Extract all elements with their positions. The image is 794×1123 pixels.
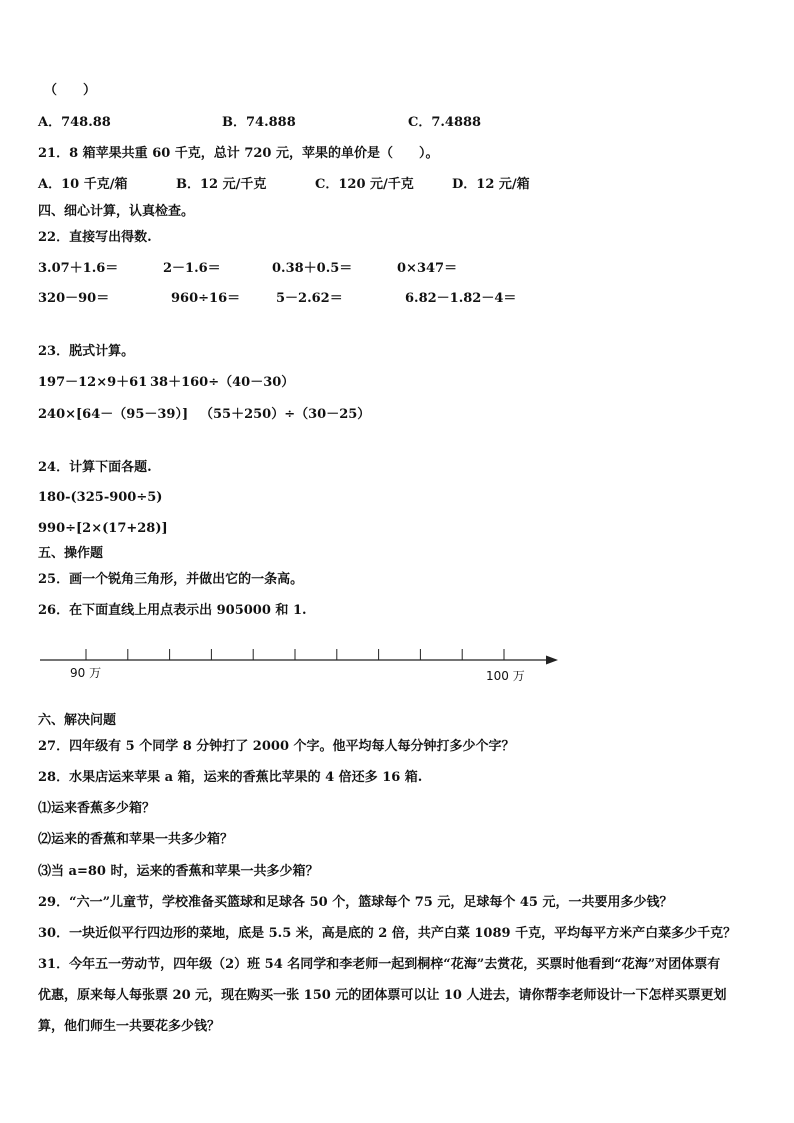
q22-item: 6.82－1.82－4＝ bbox=[405, 291, 517, 306]
q28-part-2: ⑵运来的香蕉和苹果一共多少箱？ bbox=[38, 832, 234, 847]
q24-question: 24．计算下面各题. bbox=[38, 460, 152, 475]
q30-question: 30．一块近似平行四边形的菜地，底是 5.5 米，高是底的 2 倍，共产白菜 1089 千克，平均每平方米产白菜多少千克？ bbox=[38, 926, 737, 941]
q21-option-c: C．120 元/千克 bbox=[315, 177, 414, 192]
q22-item: 320－90＝ bbox=[38, 291, 110, 306]
number-line bbox=[36, 640, 566, 694]
q23-item: 38＋160÷（40－30） bbox=[150, 375, 295, 390]
q21-question: 21．8 箱苹果共重 60 千克，总计 720 元，苹果的单价是（ ）。 bbox=[38, 146, 439, 161]
q27-question: 27．四年级有 5 个同学 8 分钟打了 2000 个字。他平均每人每分钟打多少个字？ bbox=[38, 739, 515, 754]
section-6-heading: 六、解决问题 bbox=[38, 713, 117, 728]
number-line-right-label: 100 万 bbox=[486, 669, 525, 683]
q26-question: 26．在下面直线上用点表示出 905000 和 1. bbox=[38, 603, 307, 618]
q20-option-c: C．7.4888 bbox=[408, 115, 482, 130]
q22-item: 3.07＋1.6＝ bbox=[38, 261, 119, 276]
q23-item: 240×[64－（95－39）] bbox=[38, 407, 189, 422]
q29-question: 29．“六一”儿童节，学校准备买篮球和足球各 50 个，篮球每个 75 元，足球每个 45 元，一共要用多少钱？ bbox=[38, 895, 673, 910]
q22-item: 2－1.6＝ bbox=[163, 261, 221, 276]
q22-item: 0.38＋0.5＝ bbox=[272, 261, 353, 276]
q28-part-3: ⑶当 a=80 时，运来的香蕉和苹果一共多少箱？ bbox=[38, 864, 319, 879]
q20-option-a: A．748.88 bbox=[38, 115, 111, 130]
number-line-left-label: 90 万 bbox=[70, 666, 102, 680]
q31-line-2: 优惠，原来每人每张票 20 元，现在购买一张 150 元的团体票可以让 10 人进去，请你帮李老师设计一下怎样买票更划 bbox=[38, 988, 727, 1003]
q22-item: 960÷16＝ bbox=[171, 291, 241, 306]
q25-question: 25．画一个锐角三角形，并做出它的一条高。 bbox=[38, 572, 304, 587]
q20-option-b: B．74.888 bbox=[222, 115, 296, 130]
q24-item: 990÷[2×(17+28)] bbox=[38, 521, 168, 536]
q31-line-3: 算，他们师生一共要花多少钱？ bbox=[38, 1019, 221, 1034]
q22-item: 0×347＝ bbox=[397, 261, 458, 276]
section-4-heading: 四、细心计算，认真检查。 bbox=[38, 204, 195, 219]
q22-item: 5－2.62＝ bbox=[276, 291, 343, 306]
q28-part-1: ⑴运来香蕉多少箱？ bbox=[38, 801, 156, 816]
q22-question: 22．直接写出得数. bbox=[38, 230, 152, 245]
q31-line-1: 31．今年五一劳动节，四年级（2）班 54 名同学和李老师一起到桐梓“花海”去赏花，买票时他看到“花海”对团体票有 bbox=[38, 957, 721, 972]
number-line-arrow bbox=[546, 656, 558, 665]
q21-option-a: A．10 千克/箱 bbox=[38, 177, 128, 192]
q21-option-d: D．12 元/箱 bbox=[452, 177, 530, 192]
section-5-heading: 五、操作题 bbox=[38, 546, 104, 561]
q28-question: 28．水果店运来苹果 a 箱，运来的香蕉比苹果的 4 倍还多 16 箱. bbox=[38, 770, 423, 785]
q23-item: （55＋250）÷（30－25） bbox=[200, 407, 371, 422]
q23-question: 23．脱式计算。 bbox=[38, 344, 135, 359]
q23-item: 197－12×9＋61 bbox=[38, 375, 148, 390]
q20-answer-blank: （ ） bbox=[44, 83, 97, 98]
q24-item: 180-(325-900÷5) bbox=[38, 490, 163, 505]
q21-option-b: B．12 元/千克 bbox=[176, 177, 267, 192]
